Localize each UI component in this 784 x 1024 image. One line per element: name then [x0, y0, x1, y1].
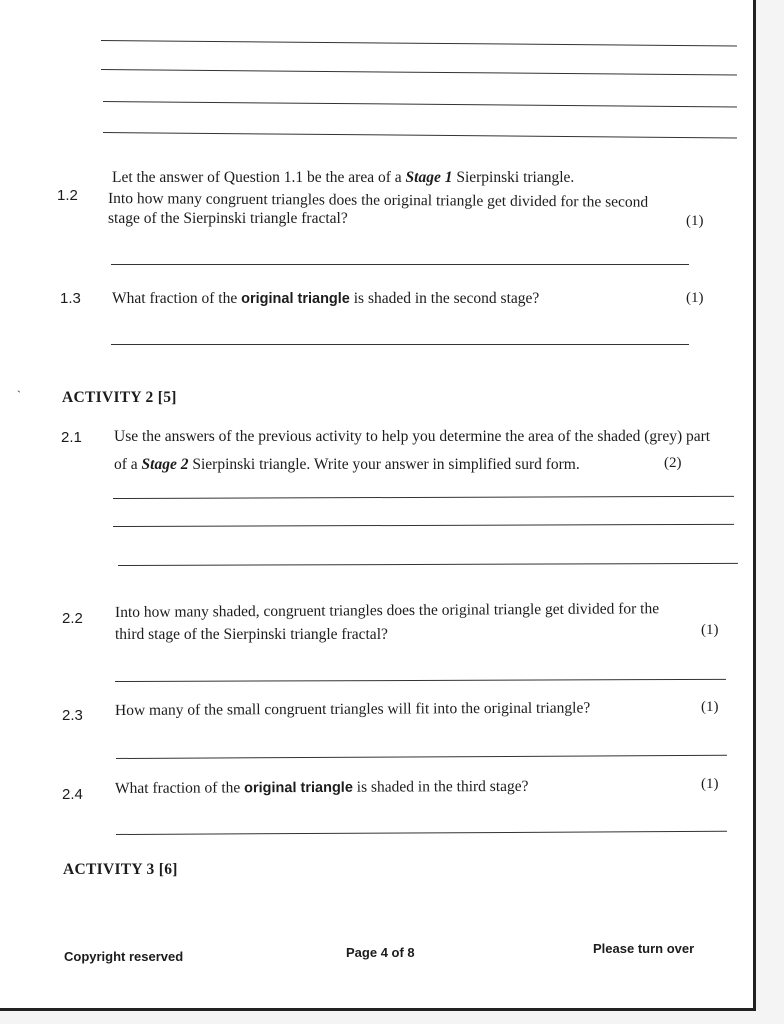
page-edge-bottom: [0, 1011, 784, 1024]
q2-3-text: How many of the small congruent triangles will fit into the original triangle?: [114, 699, 591, 719]
q1-3-number: 1.3: [60, 290, 81, 307]
footer-page-num: 4: [380, 945, 388, 960]
page-border-bottom: [0, 1008, 756, 1011]
q2-1-line2-post: Sierpinski triangle. Write your answer in simplified surd form.: [188, 456, 580, 473]
q2-3-marks: (1): [701, 699, 719, 715]
answer-line-2-1-c[interactable]: [118, 563, 738, 566]
answer-line-1-3[interactable]: [111, 344, 689, 345]
q2-2-number: 2.2: [62, 610, 83, 627]
footer-page: [346, 945, 415, 960]
q1-3-post: is shaded in the second stage?: [349, 290, 540, 307]
answer-line-1-2[interactable]: [111, 264, 689, 265]
q2-4-number: 2.4: [62, 786, 83, 803]
q2-1-stage: Stage 2: [141, 456, 189, 473]
answer-line-2-4[interactable]: [116, 831, 727, 835]
activity-3-heading: ACTIVITY 3 [6]: [63, 861, 178, 878]
answer-line-2-1-b[interactable]: [113, 524, 734, 527]
q1-2-line2: stage of the Sierpinski triangle fractal?: [108, 210, 348, 227]
q2-1-marks: (2): [664, 455, 682, 471]
answer-line-1-1-b[interactable]: [101, 69, 737, 76]
page-border-right: [753, 0, 756, 1010]
answer-line-2-2[interactable]: [115, 679, 726, 682]
footer-copyright: Copyright reserved: [64, 949, 184, 964]
answer-line-1-1-d[interactable]: [103, 132, 737, 139]
answer-line-1-1-c[interactable]: [103, 101, 737, 108]
intro-pre: Let the answer of Question 1.1 be the area of a: [112, 169, 406, 186]
q2-1-line2: [114, 455, 580, 475]
q1-3-text: [112, 289, 539, 309]
answer-line-1-1-a[interactable]: [101, 40, 737, 47]
q2-4-marks: (1): [701, 776, 719, 792]
q1-3-pre: What fraction of the: [112, 290, 242, 307]
q1-3-bold: original triangle: [241, 291, 350, 307]
footer-page-pre: Page: [346, 945, 381, 960]
footer-page-total: 8: [407, 945, 415, 960]
stray-mark: `: [17, 388, 21, 402]
q2-2-line1: Into how many shaded, congruent triangles does the original triangle get divided for the: [114, 600, 660, 621]
q1-3-marks: (1): [686, 290, 704, 306]
q2-2-line2: third stage of the Sierpinski triangle fractal?: [115, 626, 388, 643]
footer-turn-over: Please turn over: [593, 941, 695, 956]
footer-page-mid: of: [387, 945, 408, 960]
q2-1-number: 2.1: [61, 429, 82, 446]
answer-line-2-3[interactable]: [116, 755, 727, 759]
q2-3-number: 2.3: [62, 707, 83, 724]
q2-1-line2-pre: of a: [114, 456, 142, 473]
q2-1-line1: Use the answers of the previous activity to help you determine the area of the shaded (grey) part: [114, 428, 711, 445]
q2-4-text: [115, 777, 529, 799]
q1-2-line1: Into how many congruent triangles does the original triangle get divided for the second: [107, 190, 649, 211]
q2-4-post: is shaded in the third stage?: [352, 777, 529, 796]
activity-2-heading: ACTIVITY 2 [5]: [62, 389, 177, 406]
page-edge: [756, 0, 784, 1024]
intro-stage: Stage 1: [405, 169, 453, 186]
q2-2-marks: (1): [701, 622, 719, 638]
answer-line-2-1-a[interactable]: [113, 496, 734, 499]
q2-4-bold: original triangle: [244, 779, 353, 797]
intro-post: Sierpinski triangle.: [452, 169, 575, 186]
intro-text: [112, 168, 574, 188]
q1-2-marks: (1): [686, 213, 704, 229]
q2-4-pre: What fraction of the: [114, 779, 245, 797]
q1-2-number: 1.2: [57, 187, 78, 204]
